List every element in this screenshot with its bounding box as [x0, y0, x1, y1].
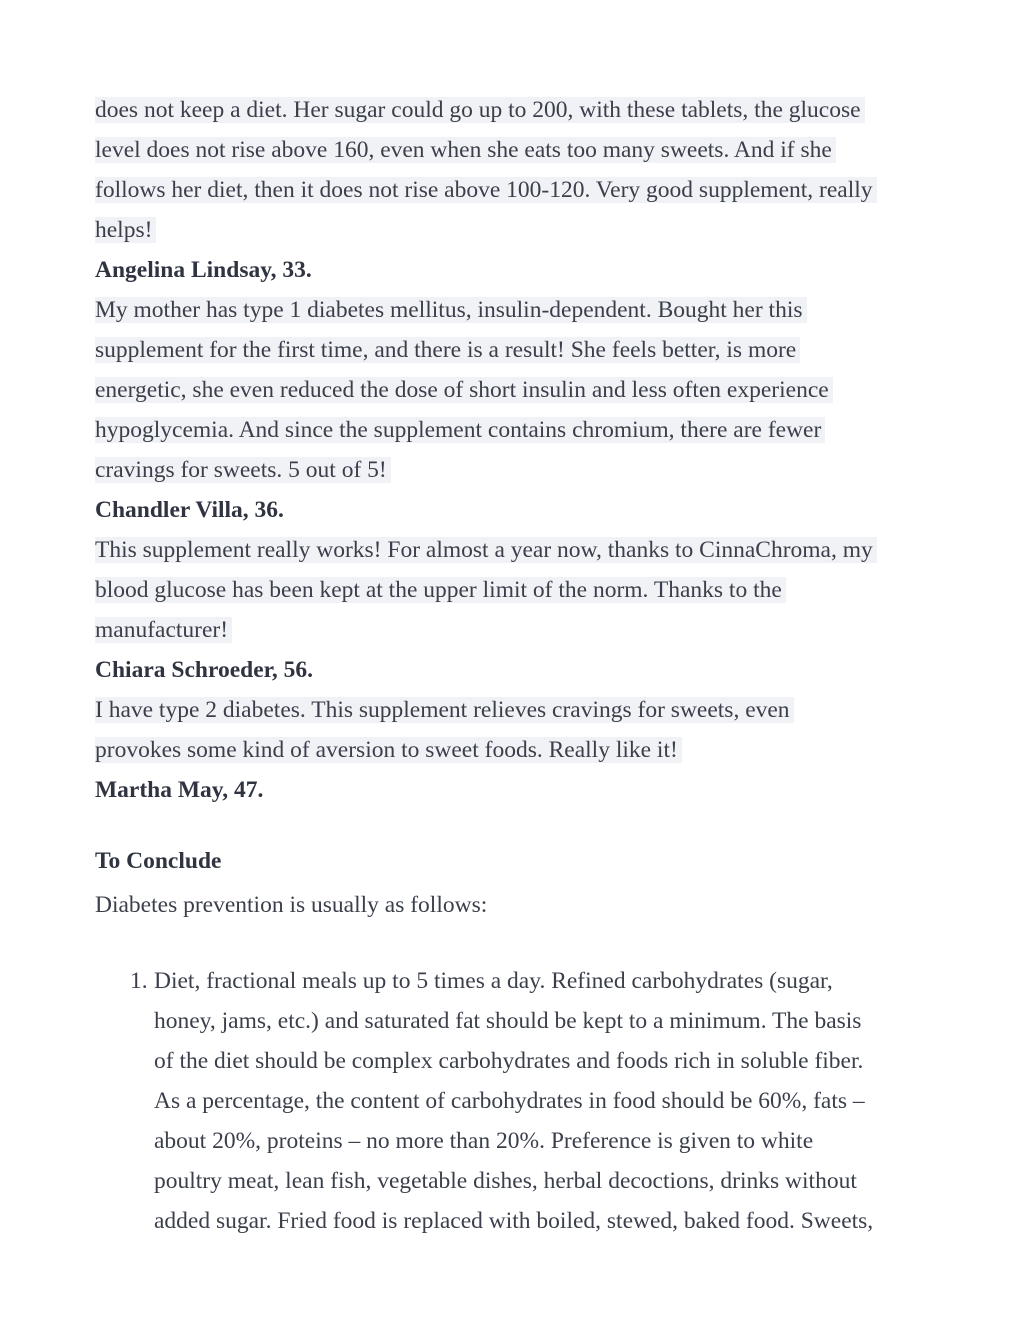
review-line: level does not rise above 160, even when she eats too many sweets. And if she [95, 130, 935, 170]
document-page [95, 90, 935, 1241]
list-item-text [154, 961, 935, 1241]
review-author: Chandler Villa, 36. [95, 497, 284, 523]
review-author: Angelina Lindsay, 33. [95, 257, 312, 283]
review-author: Martha May, 47. [95, 777, 264, 803]
section-heading: To Conclude [95, 848, 222, 874]
list-item [95, 961, 935, 1241]
list-item-line: As a percentage, the content of carbohydrates in food should be 60%, fats – [154, 1088, 865, 1114]
list-item-line: honey, jams, etc.) and saturated fat should be kept to a minimum. The basis [154, 1008, 862, 1034]
review-author: Chiara Schroeder, 56. [95, 657, 314, 683]
paragraph: Diabetes prevention is usually as follows: [95, 892, 488, 918]
review-line: My mother has type 1 diabetes mellitus, insulin-dependent. Bought her this [95, 290, 935, 330]
review-line: follows her diet, then it does not rise above 100-120. Very good supplement, really [95, 170, 935, 210]
review-line: blood glucose has been kept at the upper limit of the norm. Thanks to the [95, 570, 935, 610]
review-line: supplement for the first time, and there is a result! She feels better, is more [95, 330, 935, 370]
review-line: I have type 2 diabetes. This supplement relieves cravings for sweets, even [95, 690, 935, 730]
review-line: does not keep a diet. Her sugar could go up to 200, with these tablets, the glucose [95, 90, 935, 130]
review-block [95, 530, 935, 690]
review-line: cravings for sweets. 5 out of 5! [95, 450, 935, 490]
list-item-line: of the diet should be complex carbohydrates and foods rich in soluble fiber. [154, 1048, 864, 1074]
review-line: hypoglycemia. And since the supplement contains chromium, there are fewer [95, 410, 935, 450]
list-item-line: added sugar. Fried food is replaced with boiled, stewed, baked food. Sweets, [154, 1208, 874, 1234]
list-item-line: about 20%, proteins – no more than 20%. Preference is given to white [154, 1128, 814, 1154]
review-line: provokes some kind of aversion to sweet foods. Really like it! [95, 730, 935, 770]
review-line: energetic, she even reduced the dose of short insulin and less often experience [95, 370, 935, 410]
review-block [95, 90, 935, 290]
list-item-number: 1. [130, 968, 148, 994]
review-block [95, 690, 935, 810]
review-line: helps! [95, 210, 935, 250]
list-item-line: Diet, fractional meals up to 5 times a day. Refined carbohydrates (sugar, [154, 968, 833, 994]
review-block [95, 290, 935, 530]
review-line: This supplement really works! For almost a year now, thanks to CinnaChroma, my [95, 530, 935, 570]
review-line: manufacturer! [95, 610, 935, 650]
ordered-list [95, 961, 935, 1241]
list-item-line: poultry meat, lean fish, vegetable dishes, herbal decoctions, drinks without [154, 1168, 857, 1194]
